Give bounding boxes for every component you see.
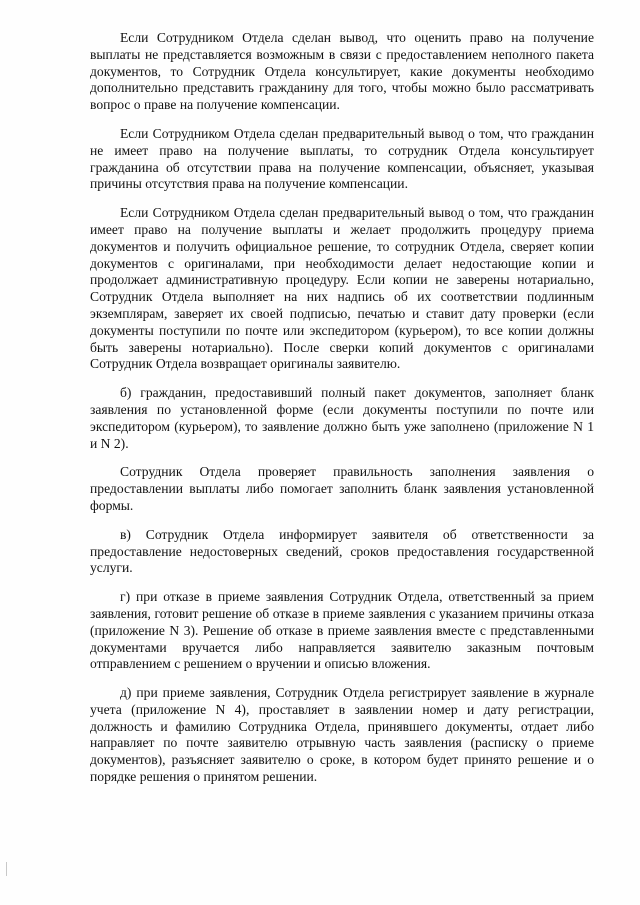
document-body (90, 30, 594, 786)
scan-artifact-mark (6, 862, 7, 876)
paragraph-item-d: д) при приеме заявления, Сотрудник Отдела регистрирует заявление в журнале учета (приложение N 4), проставляет в заявлении номер и дату регистрации, должность и фамилию Сотрудника Отдела, принявшего документы, отдает либо направляет по почте заявителю отрывную часть заявления (расписку о приеме документов), разъясняет заявителю о сроке, в котором будет принято решение и о порядке решения о принятом решении. (90, 685, 594, 785)
paragraph-item-v: в) Сотрудник Отдела информирует заявителя об ответственности за предоставление недостоверных сведений, сроков предоставления государственной услуги. (90, 526, 594, 576)
paragraph-item-g: г) при отказе в приеме заявления Сотрудник Отдела, ответственный за прием заявления, готовит решение об отказе в приеме заявления с указанием причины отказа (приложение N 3). Решение об отказе в приеме заявления вместе с представленными документами вручается либо направляется заявителю заказным почтовым отправлением с решением о вручении и описью вложения. (90, 589, 594, 672)
paragraph-no-right: Если Сотрудником Отдела сделан предварительный вывод о том, что гражданин не имеет право на получение выплаты, то сотрудник Отдела консультирует гражданина об отсутствии права на получение компенсации, объясняет, указывая причины отсутствия права на получение компенсации. (90, 125, 594, 192)
paragraph-incomplete-package: Если Сотрудником Отдела сделан вывод, что оценить право на получение выплаты не представляется возможным в связи с предоставлением неполного пакета документов, то Сотрудник Отдела консультирует, какие документы необходимо дополнительно представить гражданину для того, чтобы можно было рассматривать вопрос о праве на получение компенсации. (90, 30, 594, 113)
paragraph-item-b: б) гражданин, предоставивший полный пакет документов, заполняет бланк заявления по установленной форме (если документы поступили по почте или экспедитором (курьером), то заявление должно быть уже заполнено (приложение N 1 и N 2). (90, 385, 594, 451)
paragraph-has-right: Если Сотрудником Отдела сделан предварительный вывод о том, что гражданин имеет право на получение выплаты и желает продолжить процедуру приема документов и получить официальное решение, то сотрудник Отдела, сверяет копии документов с оригиналами, при необходимости делает недостающие копии и продолжает административную процедуру. Если копии не заверены нотариально, Сотрудник Отдела выполняет на них надпись об их соответствии подлинным экземплярам, заверяет их своей подписью, печатью и ставит дату проверки (если документы поступили по почте или экспедитором (курьером), то все копии должны быть заверены нотариально). После сверки копий документов с оригиналами Сотрудник Отдела возвращает оригиналы заявителю. (90, 205, 594, 372)
paragraph-check-form: Сотрудник Отдела проверяет правильность заполнения заявления о предоставлении выплаты либо помогает заполнить бланк заявления установленной формы. (90, 464, 594, 513)
